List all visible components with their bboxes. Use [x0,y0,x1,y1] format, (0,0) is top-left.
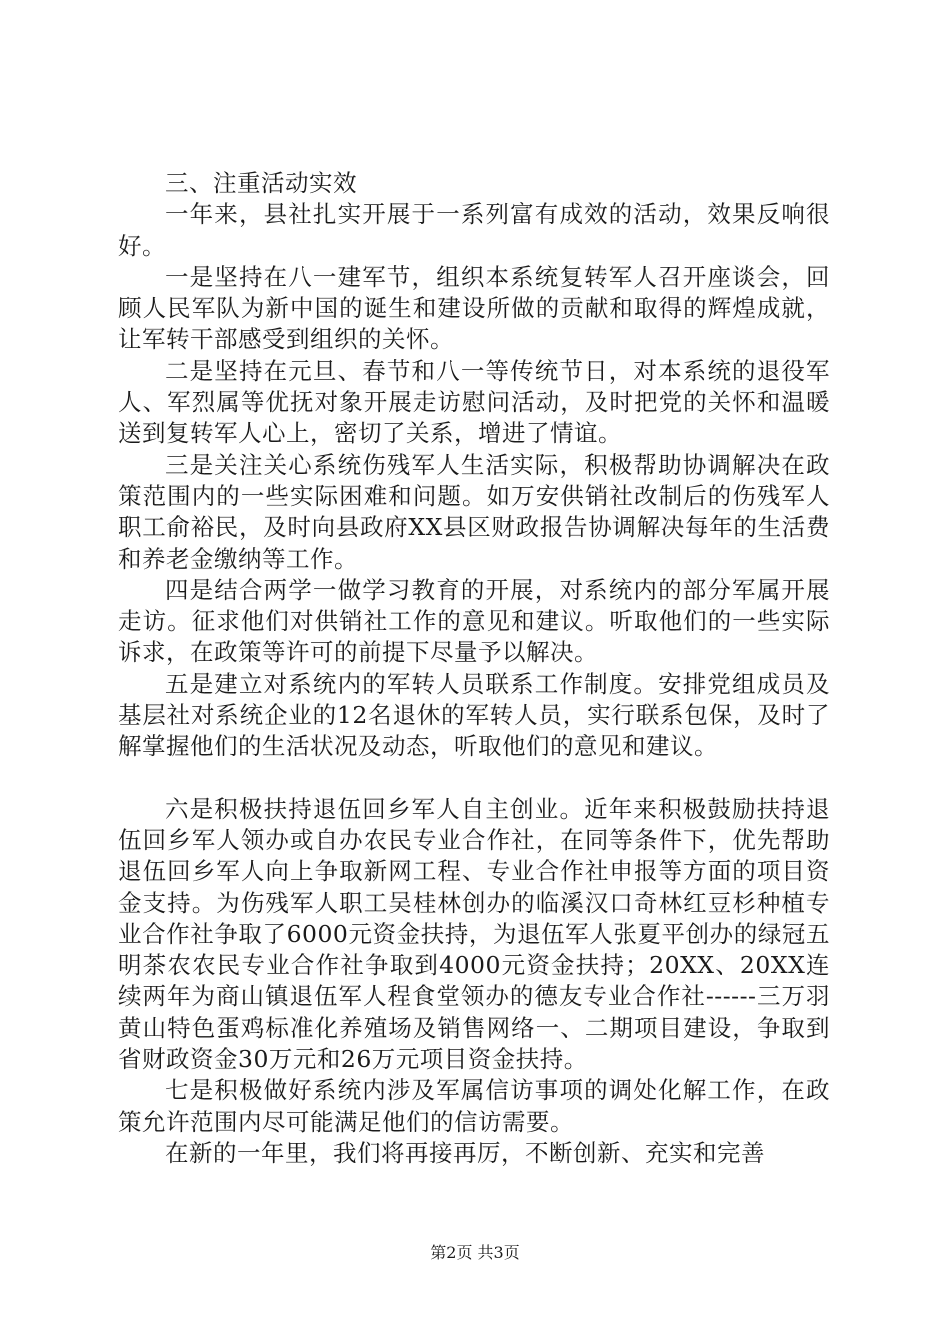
paragraph-item-5: 五是建立对系统内的军转人员联系工作制度。安排党组成员及基层社对系统企业的12名退休的军转人员，实行联系包保，及时了解掌握他们的生活状况及动态，听取他们的意见和建议。 [118,669,830,761]
section-heading: 三、注重活动实效 [165,169,357,197]
paragraph-item-7: 七是积极做好系统内涉及军属信访事项的调处化解工作，在政策允许范围内尽可能满足他们的信访需要。 [118,1076,830,1136]
paragraph-item-1: 一是坚持在八一建军节，组织本系统复转军人召开座谈会，回顾人民军队为新中国的诞生和建设所做的贡献和取得的辉煌成就，让军转干部感受到组织的关怀。 [118,262,830,354]
paragraph-intro: 一年来，县社扎实开展于一系列富有成效的活动，效果反响很好。 [118,200,830,260]
paragraph-item-2: 二是坚持在元旦、春节和八一等传统节日，对本系统的退役军人、军烈属等优抚对象开展走访慰问活动，及时把党的关怀和温暖送到复转军人心上，密切了关系，增进了情谊。 [118,356,830,448]
page-footer: 第2页 共3页 [430,1243,520,1262]
paragraph-item-3: 三是关注关心系统伤残军人生活实际，积极帮助协调解决在政策范围内的一些实际困难和问题。如万安供销社改制后的伤残军人职工俞裕民，及时向县政府XX县区财政报告协调解决每年的生活费和养老金缴纳等工作。 [118,450,830,573]
paragraph-item-6: 六是积极扶持退伍回乡军人自主创业。近年来积极鼓励扶持退伍回乡军人领办或自办农民专业合作社，在同等条件下，优先帮助退伍回乡军人向上争取新网工程、专业合作社申报等方面的项目资金支持。为伤残军人职工吴桂林创办的临溪汉口奇林红豆杉种植专业合作社争取了6000元资金扶持，为退伍军人张夏平创办的绿冠五明茶农农民专业合作社争取到4000元资金扶持；20XX、20XX连续两年为商山镇退伍军人程食堂领办的德友专业合作社------三万羽黄山特色蛋鸡标准化养殖场及销售网络一、二期项目建设，争取到省财政资金30万元和26万元项目资金扶持。 [118,794,830,1074]
paragraph-item-4: 四是结合两学一做学习教育的开展，对系统内的部分军属开展走访。征求他们对供销社工作的意见和建议。听取他们的一些实际诉求，在政策等许可的前提下尽量予以解决。 [118,575,830,667]
document-body [118,168,830,1169]
paragraph-closing: 在新的一年里，我们将再接再厉，不断创新、充实和完善 [165,1138,765,1167]
